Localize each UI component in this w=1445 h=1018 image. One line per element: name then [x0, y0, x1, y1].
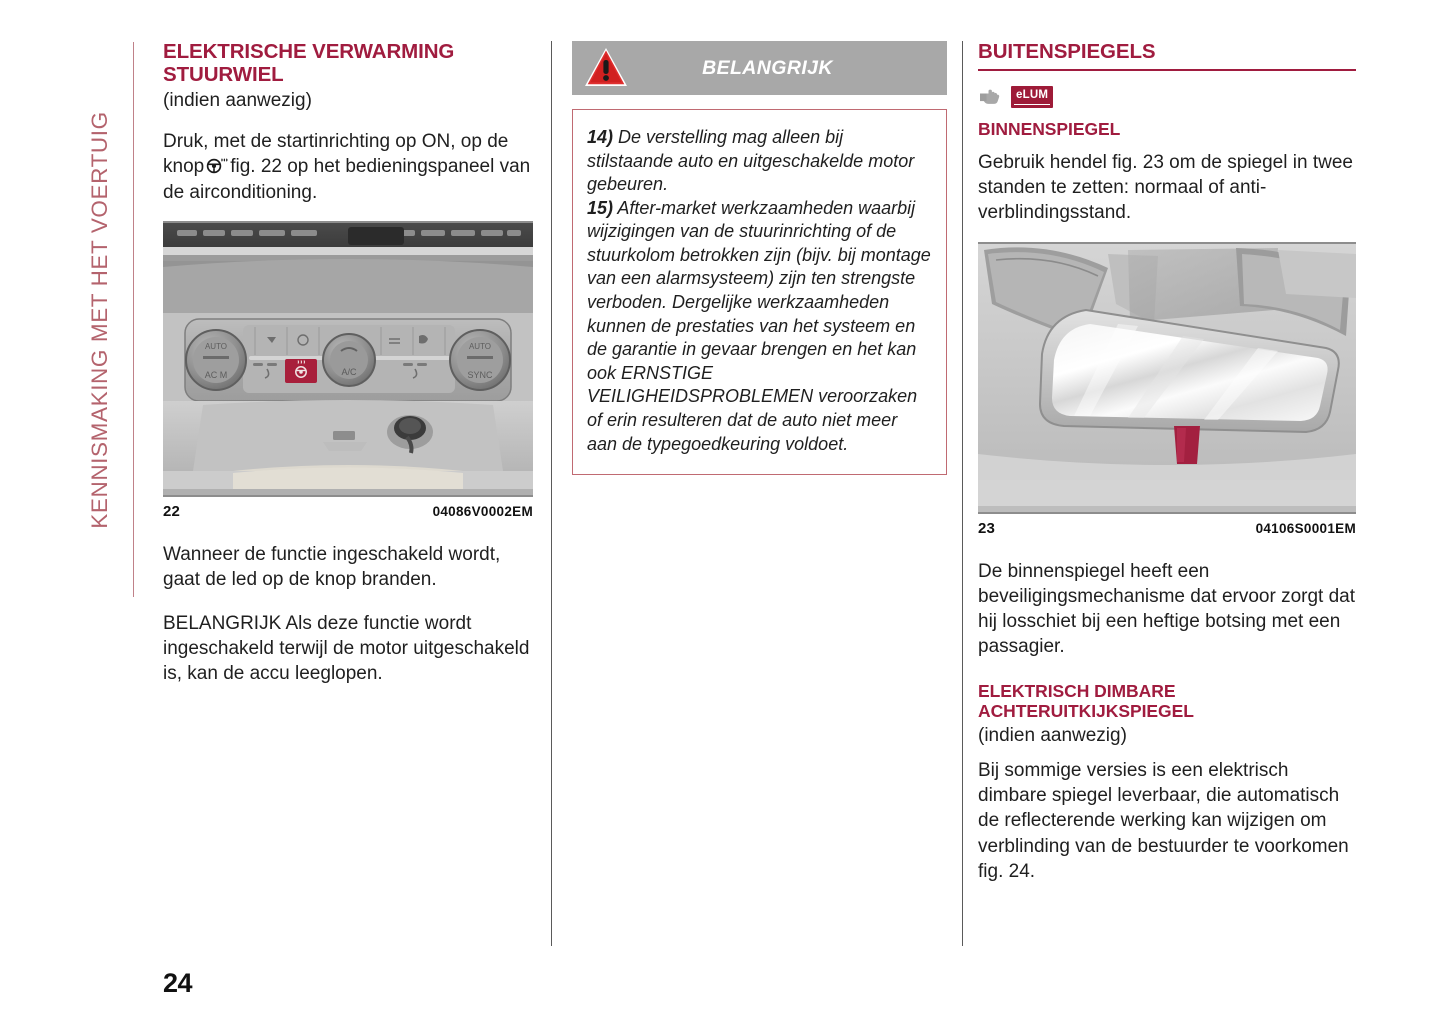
svg-text:AC M: AC M: [204, 369, 228, 380]
warning-item-14-lead: 14): [587, 127, 614, 147]
right-paragraph-3: Bij sommige versies is een elektrisch dimbare spiegel leverbaar, die automatisch de reflecterende werking kan wijzigen om verblinding van de bestuurder te voorkomen fig. 24.: [978, 759, 1349, 882]
svg-text:SYNC: SYNC: [467, 369, 493, 380]
figure-23-caption: [978, 520, 1356, 537]
right-section-title: BUITENSPIEGELS: [978, 41, 1356, 71]
figure-22-code: 04086V0002EM: [432, 503, 533, 519]
chapter-tab-label: KENNISMAKING MET HET VOERTUIG: [87, 111, 112, 529]
figure-22-caption: [163, 503, 533, 520]
climate-control-panel-photo: [163, 221, 533, 497]
warning-triangle-icon: [582, 44, 630, 92]
right-subtitle-dimbare-note: (indien aanwezig): [978, 724, 1127, 746]
figure-22: [163, 221, 533, 520]
column-divider-1: [551, 41, 552, 946]
right-paragraph-2: De binnenspiegel heeft een beveiligingsmechanisme dat ervoor zorgt dat hij losschiet bij een heftige botsing met een passagier.: [978, 560, 1356, 658]
chapter-tab-rule: [133, 42, 134, 597]
right-column: [978, 41, 1356, 884]
left-paragraph-1-part-b: fig. 22 op het bedieningspaneel van de airconditioning.: [163, 156, 531, 203]
warning-header: [572, 41, 947, 95]
figure-22-number: 22: [163, 502, 181, 520]
left-paragraph-2: Wanneer de functie ingeschakeld wordt, gaat de led op de knop branden.: [163, 543, 501, 591]
column-divider-2: [962, 41, 963, 946]
warning-item-15-lead: 15): [587, 197, 614, 218]
left-paragraph-1-part-a: Druk, met de startinrichting op ON, op de knop: [163, 131, 509, 178]
interior-rearview-mirror-photo: [978, 242, 1356, 514]
svg-text:A/C: A/C: [341, 366, 357, 377]
right-paragraph-1: Gebruik hendel fig. 23 om de spiegel in twee standen te zetten: normaal of anti-verblindingsstand.: [978, 151, 1353, 224]
pointing-hand-icon: [978, 87, 1004, 107]
left-paragraph-3: BELANGRIJK Als deze functie wordt ingeschakeld terwijl de motor uitgeschakeld is, kan de accu leeglopen.: [163, 612, 530, 685]
heated-steering-wheel-icon: [204, 155, 230, 174]
page-number: 24: [163, 968, 193, 998]
right-subtitle-dimbare: ELEKTRISCH DIMBARE ACHTERUITKIJKSPIEGEL: [978, 680, 1194, 721]
left-column: [163, 41, 533, 686]
chapter-tab: [70, 40, 130, 600]
svg-text:AUTO: AUTO: [204, 341, 228, 351]
middle-column: [572, 41, 947, 475]
warning-box: [572, 109, 947, 475]
elum-badge: eLUM: [1011, 86, 1053, 109]
left-section-title: ELEKTRISCHE VERWARMING STUURWIEL: [163, 40, 455, 86]
figure-23-code: 04106S0001EM: [1255, 520, 1356, 536]
elum-reference: [978, 84, 1356, 110]
warning-item-14: [587, 126, 932, 197]
figure-23: [978, 242, 1356, 537]
figure-23-number: 23: [978, 519, 996, 537]
warning-header-label: BELANGRIJK: [702, 56, 833, 79]
svg-text:AUTO: AUTO: [468, 341, 492, 351]
warning-item-14-text: De verstelling mag alleen bij stilstaande auto en uitgeschakelde motor gebeuren.: [587, 127, 915, 195]
warning-item-15: [587, 197, 932, 456]
right-subtitle-binnenspiegel: BINNENSPIEGEL: [978, 118, 1121, 139]
left-paragraph-1: [163, 129, 533, 205]
warning-item-15-text: After-market werkzaamheden waarbij wijzigingen van de stuurinrichting of de stuurkolom betrokken zijn (bijv. bij montage van een alarmsysteem) zijn ten strengste verboden. Dergelijke werkzaamheden kunnen de prestaties van het systeem en de garantie in gevaar brengen en het kan ook ERNSTIGE VEILIGHEIDSPROBLEMEN veroorzaken of erin resulteren dat de auto niet meer aan de typegoedkeuring voldoet.: [587, 197, 931, 454]
left-section-subtitle: (indien aanwezig): [163, 89, 312, 111]
